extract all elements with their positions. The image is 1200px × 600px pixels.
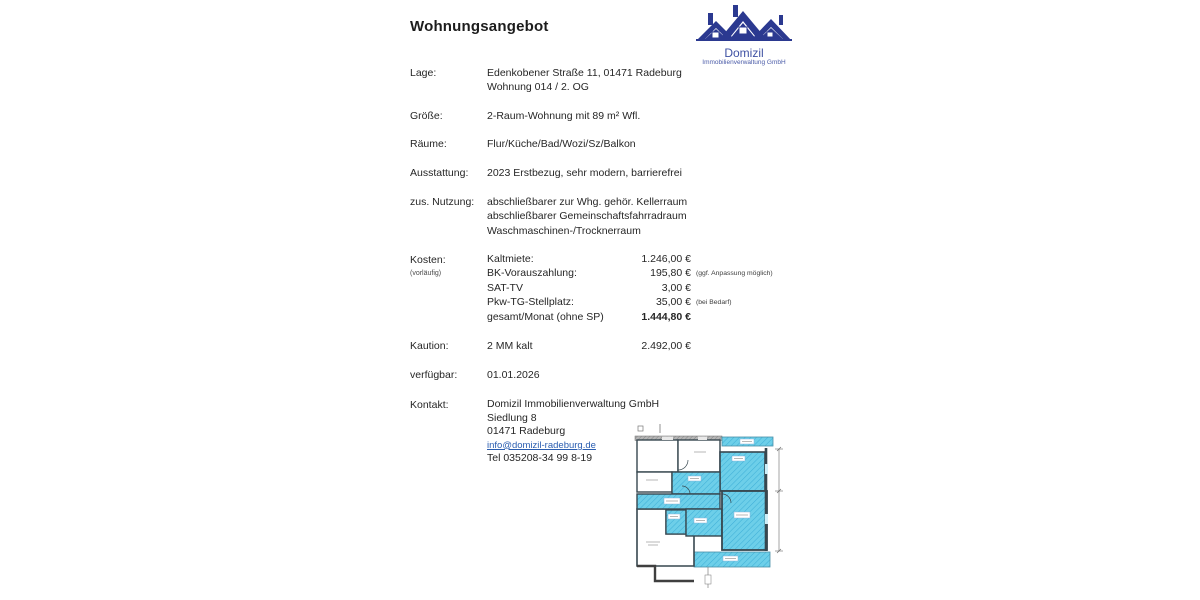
contact-company: Domizil Immobilienverwaltung GmbH [487, 398, 660, 410]
floorplan-drawing-icon [628, 424, 791, 594]
field-value-line: Edenkobener Straße 11, 01471 Radeburg [487, 67, 682, 79]
costs-label-note: (vorläufig) [410, 270, 442, 278]
cost-amount: 1.246,00 € [641, 253, 691, 265]
company-logo [696, 5, 792, 67]
contact-street: Siedlung 8 [487, 411, 537, 424]
field-groesse [410, 109, 640, 123]
costs-label-block [410, 253, 446, 277]
logo-subtitle: Immobilienverwaltung GmbH [702, 59, 786, 66]
kaution-value: 2 MM kalt [487, 340, 533, 352]
rooftops-logo-icon [696, 5, 792, 41]
kaution-amount: 2.492,00 € [641, 340, 691, 352]
cost-name: Kaltmiete: [487, 253, 534, 265]
field-lage [410, 66, 682, 95]
field-verfuegbar [410, 368, 540, 382]
contact-phone: Tel 035208-34 99 8-19 [487, 452, 593, 465]
costs-label: Kosten: [410, 254, 446, 266]
field-label: zus. Nutzung: [410, 196, 475, 208]
field-raeume [410, 137, 636, 151]
contact-city: 01471 Radeburg [487, 425, 566, 438]
cost-name: SAT-TV [487, 281, 523, 294]
field-label: Größe: [410, 110, 443, 122]
cost-row-bk [487, 267, 792, 281]
cost-row-gesamt [487, 311, 792, 325]
cost-note: (bei Bedarf) [696, 299, 732, 307]
cost-amount: 3,00 € [661, 281, 691, 294]
field-value: Flur/Küche/Bad/Wozi/Sz/Balkon [487, 138, 636, 150]
logo-name: Domizil [724, 46, 764, 60]
field-value [487, 66, 682, 95]
cost-name: gesamt/Monat (ohne SP) [487, 310, 604, 323]
costs-table [487, 253, 792, 325]
page-title: Wohnungsangebot [410, 18, 549, 35]
field-value [487, 195, 687, 238]
field-value: 2-Raum-Wohnung mit 89 m² Wfl. [487, 110, 641, 122]
field-kontakt [410, 398, 659, 466]
cost-amount-total: 1.444,80 € [641, 310, 691, 323]
floorplan-image [628, 424, 791, 599]
field-value-line: abschließbarer Gemeinschaftsfahrradraum [487, 210, 687, 223]
email-link[interactable]: info@domizil-radeburg.de [487, 439, 596, 451]
cost-row-kaltmiete [487, 253, 792, 267]
cost-row-sattv [487, 282, 792, 296]
field-label: Ausstattung: [410, 167, 469, 179]
cost-note: (ggf. Anpassung möglich) [696, 270, 773, 278]
cost-row-stellplatz [487, 296, 792, 310]
field-label: Räume: [410, 138, 447, 150]
kaution-row [487, 340, 792, 354]
field-ausstattung [410, 166, 682, 180]
field-label: verfügbar: [410, 369, 458, 381]
field-value-line: abschließbarer zur Whg. gehör. Kellerraum [487, 196, 688, 208]
cost-name: BK-Vorauszahlung: [487, 267, 577, 280]
cost-name: Pkw-TG-Stellplatz: [487, 296, 574, 309]
field-value: 01.01.2026 [487, 369, 540, 381]
field-value-line: Wohnung 014 / 2. OG [487, 81, 589, 94]
cost-amount: 195,80 € [650, 267, 691, 280]
field-label: Kontakt: [410, 399, 449, 411]
kaution-label: Kaution: [410, 340, 449, 352]
field-label: Lage: [410, 67, 437, 79]
field-value: 2023 Erstbezug, sehr modern, barrierefrei [487, 167, 682, 179]
field-zus-nutzung [410, 195, 687, 238]
cost-amount: 35,00 € [655, 296, 691, 309]
field-value-line: Waschmaschinen-/Trocknerraum [487, 224, 641, 237]
